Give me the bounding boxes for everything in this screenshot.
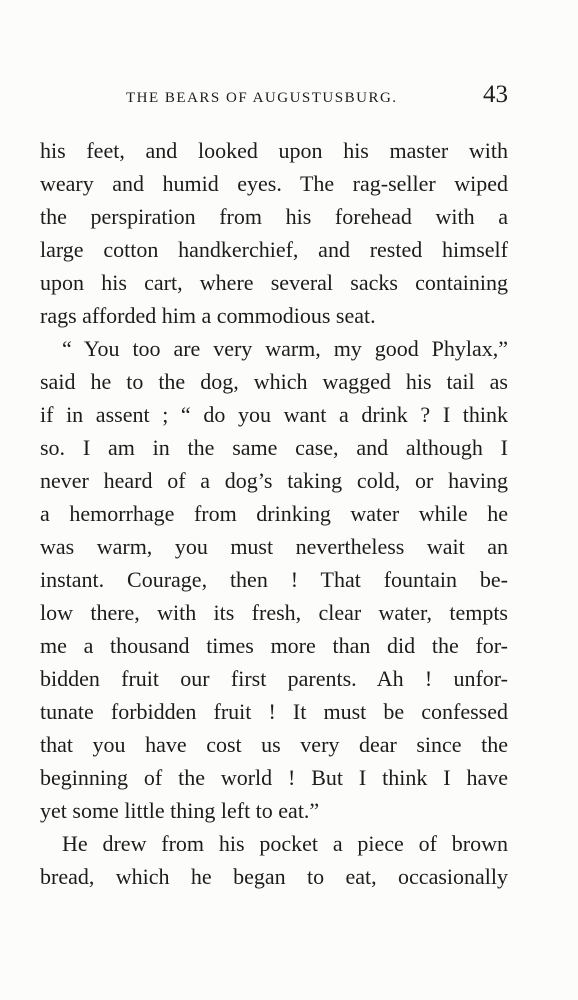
text-line: said he to the dog, which wagged his tail as xyxy=(40,369,508,394)
body-text xyxy=(40,134,508,893)
text-line: was warm, you must nevertheless wait an xyxy=(40,534,508,559)
text-line: me a thousand times more than did the for- xyxy=(40,633,508,658)
text-line: “ You too are very warm, my good Phylax,” xyxy=(62,336,508,361)
text-line: his feet, and looked upon his master with xyxy=(40,138,508,163)
text-line: instant. Courage, then ! That fountain be- xyxy=(40,567,508,592)
text-line: He drew from his pocket a piece of brown xyxy=(62,831,508,856)
text-line: large cotton handkerchief, and rested himself xyxy=(40,237,508,262)
running-title: THE BEARS OF AUGUSTUSBURG. xyxy=(126,90,398,106)
text-line: a hemorrhage from drinking water while he xyxy=(40,501,508,526)
text-line: beginning of the world ! But I think I have xyxy=(40,765,508,790)
running-header xyxy=(40,80,508,112)
text-line: yet some little thing left to eat.” xyxy=(40,798,320,823)
text-line: if in assent ; “ do you want a drink ? I think xyxy=(40,402,508,427)
text-line: never heard of a dog’s taking cold, or having xyxy=(40,468,508,493)
text-line: low there, with its fresh, clear water, tempts xyxy=(40,600,508,625)
text-line: bread, which he began to eat, occasionally xyxy=(40,864,508,889)
text-line: so. I am in the same case, and although I xyxy=(40,435,508,460)
text-line: bidden fruit our first parents. Ah ! unfor- xyxy=(40,666,508,691)
text-line: weary and humid eyes. The rag-seller wiped xyxy=(40,171,508,196)
text-line: rags afforded him a commodious seat. xyxy=(40,303,376,328)
text-line: tunate forbidden fruit ! It must be confessed xyxy=(40,699,508,724)
text-line: the perspiration from his forehead with a xyxy=(40,204,508,229)
text-line: that you have cost us very dear since the xyxy=(40,732,508,757)
page-number: 43 xyxy=(483,81,508,108)
text-line: upon his cart, where several sacks containing xyxy=(40,270,508,295)
